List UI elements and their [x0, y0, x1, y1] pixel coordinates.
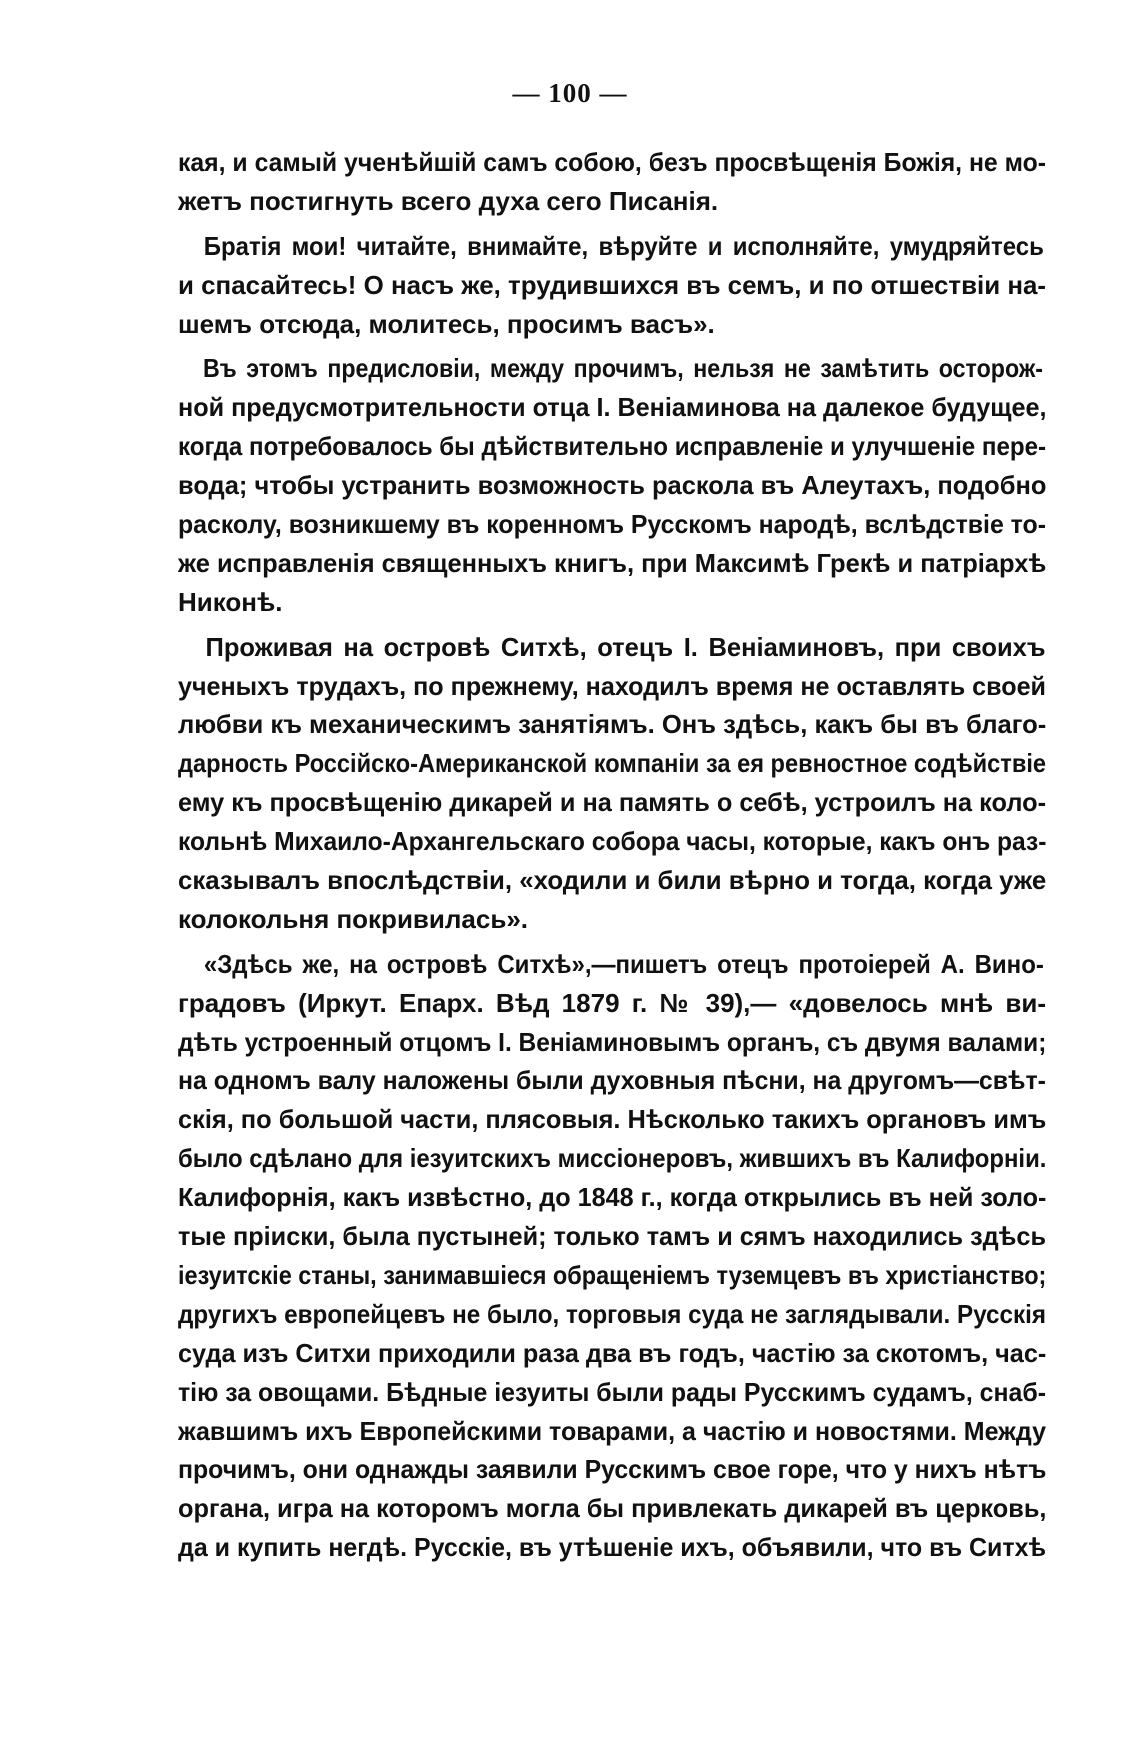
text-line: Братія мои! читайте, внимайте, вѣруйте и исполняйте, умудряйтесь — [203, 230, 1044, 261]
paragraph — [178, 227, 1046, 344]
text-line: жетъ постигнуть всего духа сего Писанія. — [178, 185, 719, 216]
text-line: сказывалъ впослѣдствіи, «ходили и били вѣрно и тогда, когда уже — [178, 865, 1046, 896]
text-line: любви къ механическимъ занятіямъ. Онъ здѣсь, какъ бы въ благо- — [178, 709, 1047, 740]
text-line: тію за овощами. Бѣдные іезуиты были рады Русскимъ судамъ, снаб- — [178, 1376, 1046, 1407]
text-line: когда потребовалось бы дѣйствительно исправленіе и улучшеніе пере- — [178, 431, 1047, 462]
text-line: суда изъ Ситхи приходили раза два въ годъ, частію за скотомъ, час- — [178, 1337, 1046, 1368]
text-line: колокольня покривилась». — [178, 903, 528, 934]
text-line: дѣть устроенный отцомъ І. Веніаминовымъ органъ, съ двумя валами; — [178, 1026, 1047, 1057]
text-line: органа, игра на которомъ могла бы привлекать дикарей въ церковь, — [178, 1493, 1047, 1524]
text-line: жавшимъ ихъ Европейскими товарами, а частію и новостями. Между — [178, 1415, 1046, 1446]
text-line: Проживая на островѣ Ситхѣ, отецъ І. Веніаминовъ, при своихъ — [205, 631, 1046, 662]
text-line: градовъ (Иркут. Епарх. Вѣд 1879 г. № 39),— «довелось мнѣ ви- — [178, 987, 1046, 1018]
text-line: ученыхъ трудахъ, по прежнему, находилъ время не оставлять своей — [178, 670, 1046, 701]
paragraph — [178, 945, 1046, 1567]
text-line: кольнѣ Михаило-Архангельскаго собора часы, которые, какъ онъ раз- — [178, 826, 1047, 857]
text-line: шемъ отсюда, молитесь, просимъ васъ». — [178, 308, 715, 339]
text-line: дарность Россійско-Американской компаніи за ея ревностное содѣйствіе — [178, 748, 1046, 779]
text-line: ему къ просвѣщенію дикарей и на память о себѣ, устроилъ на коло- — [178, 787, 1047, 818]
body-text — [178, 143, 1046, 1567]
text-line: тые пріиски, была пустыней; только тамъ и сямъ находились здѣсь — [178, 1221, 1046, 1252]
paragraph — [178, 628, 1046, 939]
paragraph — [178, 143, 1046, 221]
text-line: же исправленія священныхъ книгъ, при Максимѣ Грекѣ и патріархѣ — [178, 547, 1047, 578]
text-line: на одномъ валу наложены были духовныя пѣсни, на другомъ—свѣт- — [178, 1065, 1046, 1096]
text-line: скія, по большой части, плясовыя. Нѣсколько такихъ органовъ имъ — [178, 1104, 1047, 1135]
text-line: расколу, возникшему въ коренномъ Русскомъ народѣ, вслѣдствіе то- — [178, 509, 1046, 540]
text-line: другихъ европейцевъ не было, торговыя суда не заглядывали. Русскія — [178, 1298, 1046, 1329]
text-line: прочимъ, они однажды заявили Русскимъ свое горе, что у нихъ нѣтъ — [178, 1454, 1047, 1485]
text-line: ной предусмотрительности отца І. Веніаминова на далекое будущее, — [178, 392, 1047, 423]
text-line: вода; чтобы устранить возможность раскола въ Алеутахъ, подобно — [178, 470, 1047, 501]
text-line: Въ этомъ предисловіи, между прочимъ, нельзя не замѣтить осторож- — [202, 353, 1044, 384]
text-line: да и купить негдѣ. Русскіе, въ утѣшеніе ихъ, объявили, что въ Ситхѣ — [178, 1532, 1047, 1563]
text-line: и спасайтесь! О насъ же, трудившихся въ семъ, и по отшествіи на- — [178, 269, 1047, 300]
paragraph — [178, 349, 1046, 621]
page-number: — 100 — — [512, 78, 628, 108]
text-line: Никонѣ. — [178, 586, 283, 617]
text-line: было сдѣлано для іезуитскихъ миссіонеровъ, жившихъ въ Калифорніи. — [178, 1143, 1047, 1174]
text-line: Калифорнія, какъ извѣстно, до 1848 г., когда открылись въ ней золо- — [178, 1182, 1047, 1213]
text-line: іезуитскіе станы, занимавшіеся обращеніемъ туземцевъ въ христіанство; — [178, 1259, 1046, 1290]
text-line: кая, и самый ученѣйшій самъ собою, безъ просвѣщенія Божія, не мо- — [178, 147, 1047, 177]
text-line: «Здѣсь же, на островѣ Ситхѣ»,—пишетъ отецъ протоіерей А. Вино- — [203, 948, 1044, 979]
